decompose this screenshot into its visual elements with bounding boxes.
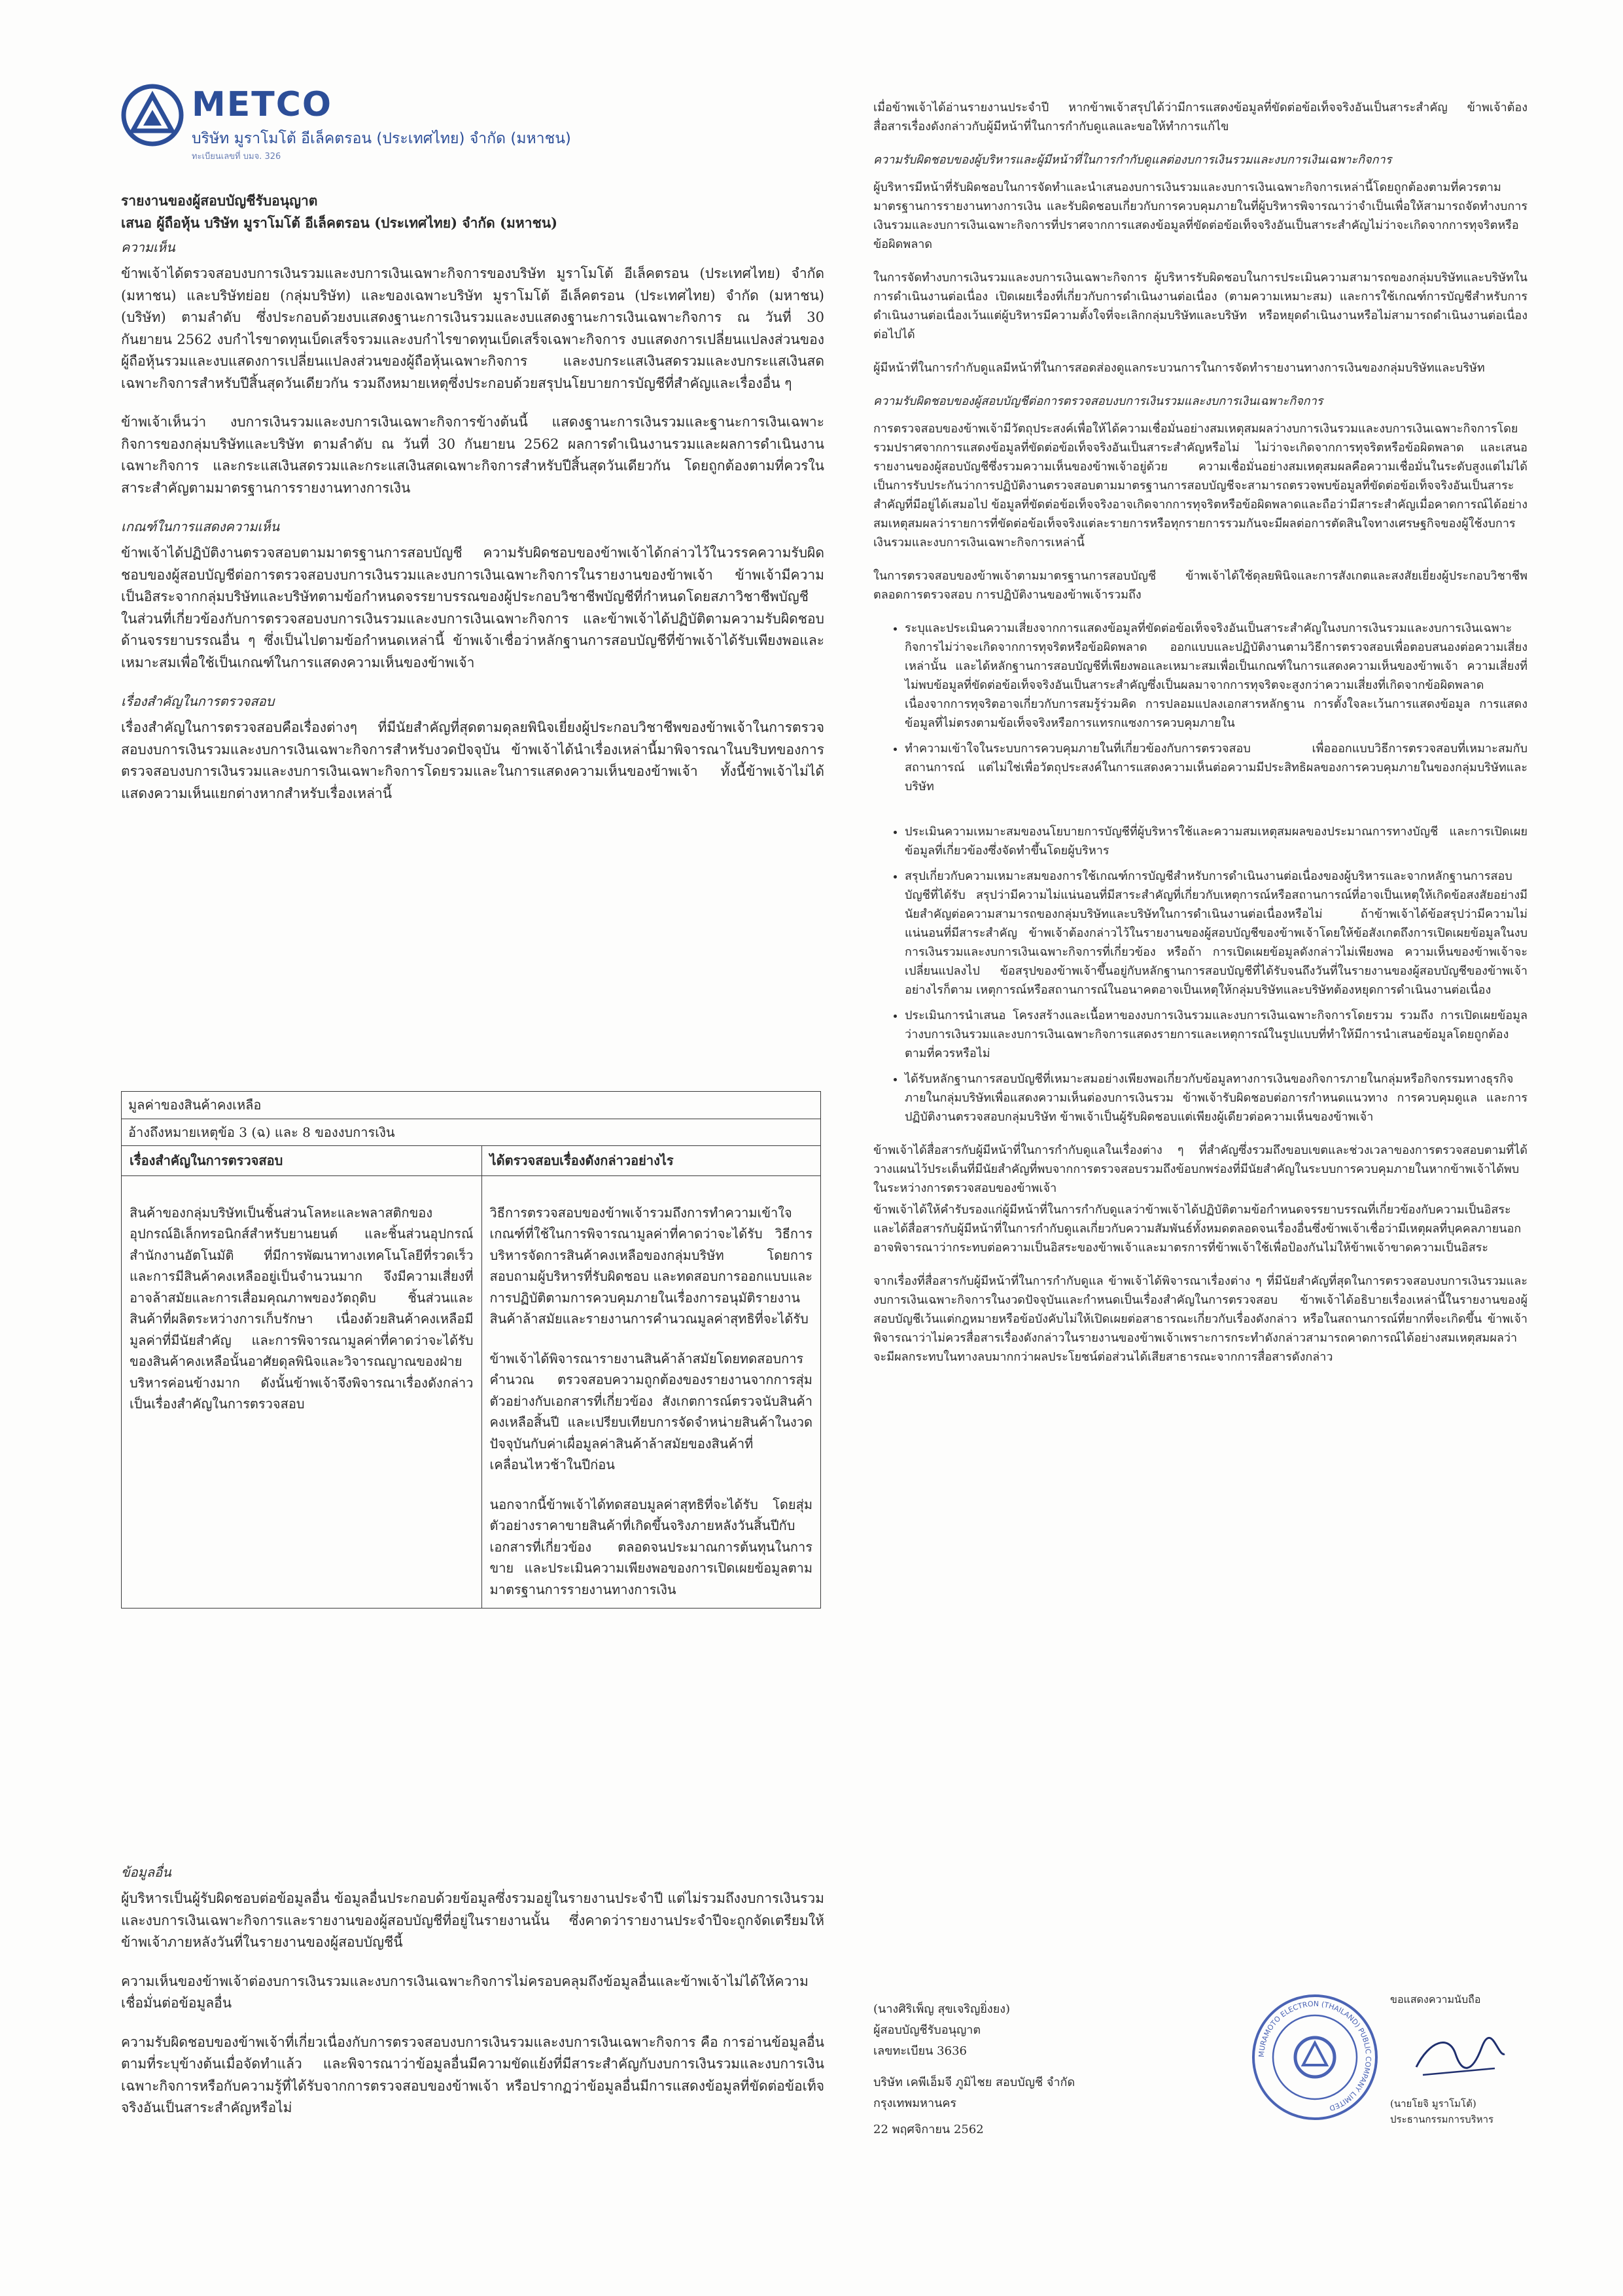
list-item: • ประเมินความเหมาะสมของนโยบายการบัญชีที่ผู้บริหารใช้และความสมเหตุสมผลของประมาณการทางบัญชี และการเปิดเผยข้อมูลที่เกี่ยวข้องซึ่งจัดทำขึ้นโดยผู้บริหาร [905, 822, 1527, 860]
city: กรุงเทพมหานคร [873, 2096, 957, 2110]
table-title: มูลค่าของสินค้าคงเหลือ [122, 1092, 821, 1119]
table-head-response: ได้ตรวจสอบเรื่องดังกล่าวอย่างไร [481, 1146, 820, 1176]
procedures-list-b [873, 822, 1527, 1126]
communication-paragraph-2: ข้าพเจ้าได้ให้คำรับรองแก่ผู้มีหน้าที่ในการกำกับดูแลว่าข้าพเจ้าได้ปฏิบัติตามข้อกำหนดจรรยาบรรณที่เกี่ยวข้องกับความเป็นอิสระและได้สื่อสารกับผู้มีหน้าที่ในการกำกับดูแลเกี่ยวกับความสัมพันธ์ทั้งหมดตลอดจนเรื่องอื่นซึ่งข้าพเจ้าเชื่อว่ามีเหตุผลที่บุคคลภายนอกอาจพิจารณาว่ากระทบต่อความเป็นอิสระของข้าพเจ้าและมาตรการที่ข้าพเจ้าใช้เพื่อป้องกันไม่ให้ข้าพเจ้าขาดความเป็นอิสระ [873, 1203, 1522, 1255]
list-item: • ประเมินการนำเสนอ โครงสร้างและเนื้อหาของงบการเงินรวมและงบการเงินเฉพาะกิจการโดยรวม รวมถึง การเปิดเผยข้อมูลว่างบการเงินรวมและงบการเงินเฉพาะกิจการแสดงรายการและเหตุการณ์ในรูปแบบที่ทำให้มีการนำเสนอข้อมูลโดยถูกต้องตามที่ควรหรือไม่ [905, 1006, 1527, 1063]
auditor-responsibility-heading: ความรับผิดชอบของผู้สอบบัญชีต่อการตรวจสอบงบการเงินรวมและงบการเงินเฉพาะกิจการ [873, 394, 1323, 408]
signature-icon [1410, 2028, 1508, 2087]
communication-paragraph-3: จากเรื่องที่สื่อสารกับผู้มีหน้าที่ในการกำกับดูแล ข้าพเจ้าได้พิจารณาเรื่องต่าง ๆ ที่มีนัยสำคัญที่สุดในการตรวจสอบงบการเงินรวมและงบการเงินเฉพาะกิจการในงวดปัจจุบันและกำหนดเป็นเรื่องสำคัญในการตรวจสอบ ข้าพเจ้าได้อธิบายเรื่องเหล่านี้ในรายงานของผู้สอบบัญชีเว้นแต่กฎหมายหรือข้อบังคับไม่ให้เปิดเผยต่อสาธารณะเกี่ยวกับเรื่องดังกล่าว หรือในสถานการณ์ที่ยากที่จะเกิดขึ้น ข้าพเจ้าพิจารณาว่าไม่ควรสื่อสารเรื่องดังกล่าวในรายงานของข้าพเจ้าเพราะการกระทำดังกล่าวสามารถคาดการณ์ได้อย่างสมเหตุสมผลว่าจะมีผลกระทบในทางลบมากกว่าผลประโยชน์ต่อส่วนได้เสียสาธารณะจากการสื่อสารดังกล่าว [873, 1274, 1527, 1364]
seal-text: MURAMOTO ELECTRON (THAILAND) PUBLIC COMPANY LIMITED [1257, 1999, 1373, 2113]
opinion-paragraph-2: ข้าพเจ้าเห็นว่า งบการเงินรวมและงบการเงินเฉพาะกิจการข้างต้นนี้ แสดงฐานะการเงินรวมและฐานะการเงินเฉพาะกิจการของกลุ่มบริษัทและบริษัท ตามลำดับ ณ วันที่ 30 กันยายน 2562 ผลการดำเนินงานรวมและผลการดำเนินงานเฉพาะกิจการ และกระแสเงินสดรวมและกระแสเงินสดเฉพาะกิจการสำหรับปีสิ้นสุดวันเดียวกัน โดยถูกต้องตามที่ควรในสาระสำคัญตามมาตรฐานการรายงานทางการเงิน [121, 414, 824, 496]
audit-firm: บริษัท เคพีเอ็มจี ภูมิไชย สอบบัญชี จำกัด [873, 2076, 1075, 2089]
communication-paragraph-1: ข้าพเจ้าได้สื่อสารกับผู้มีหน้าที่ในการกำกับดูแลในเรื่องต่าง ๆ ที่สำคัญซึ่งรวมถึงขอบเขตและช่วงเวลาของการตรวจสอบตามที่ได้วางแผนไว้ประเด็นที่มีนัยสำคัญที่พบจากการตรวจสอบรวมถึงข้อบกพร่องที่มีนัยสำคัญในระบบการควบคุมภายในหากข้าพเจ้าได้พบในระหว่างการตรวจสอบของข้าพเจ้า [873, 1143, 1527, 1195]
other-info-paragraph-2: ความเห็นของข้าพเจ้าต่องบการเงินรวมและงบการเงินเฉพาะกิจการไม่ครอบคลุมถึงข้อมูลอื่นและข้าพเจ้าไม่ได้ให้ความเชื่อมั่นต่อข้อมูลอื่น [121, 1973, 809, 2011]
response-paragraph-2: ข้าพเจ้าได้พิจารณารายงานสินค้าล้าสมัยโดยทดสอบการคำนวณ ตรวจสอบความถูกต้องของรายงานจากการสุ่มตัวอย่างกับเอกสารที่เกี่ยวข้อง สังเกตการณ์ตรวจนับสินค้าคงเหลือสิ้นปี และเปรียบเทียบการจัดจำหน่ายสินค้าในงวดปัจจุบันกับค่าเผื่อมูลค่าสินค้าล้าสมัยของสินค้าที่เคลื่อนไหวช้าในปีก่อน [489, 1350, 812, 1472]
opinion-heading: ความเห็น [121, 239, 175, 255]
basis-paragraph: ข้าพเจ้าได้ปฏิบัติงานตรวจสอบตามมาตรฐานการสอบบัญชี ความรับผิดชอบของข้าพเจ้าได้กล่าวไว้ในวรรคความรับผิดชอบของผู้สอบบัญชีต่อการตรวจสอบงบการเงินรวมและงบการเงินเฉพาะกิจการในรายงานของข้าพเจ้า ข้าพเจ้ามีความเป็นอิสระจากกลุ่มบริษัทและบริษัทตามข้อกำหนดจรรยาบรรณของผู้ประกอบวิชาชีพบัญชีที่กำหนดโดยสภาวิชาชีพบัญชีในส่วนที่เกี่ยวข้องกับการตรวจสอบงบการเงินรวมและงบการเงินเฉพาะกิจการ และข้าพเจ้าได้ปฏิบัติตามความรับผิดชอบด้านจรรยาบรรณอื่น ๆ ซึ่งเป็นไปตามข้อกำหนดเหล่านี้ ข้าพเจ้าเชื่อว่าหลักฐานการสอบบัญชีที่ข้าพเจ้าได้รับเพียงพอและเหมาะสมเพื่อใช้เป็นเกณฑ์ในการแสดงความเห็นของข้าพเจ้า [121, 545, 824, 670]
list-item: • ระบุและประเมินความเสี่ยงจากการแสดงข้อมูลที่ขัดต่อข้อเท็จจริงอันเป็นสาระสำคัญในงบการเงินรวมและงบการเงินเฉพาะกิจการไม่ว่าจะเกิดจากการทุจริตหรือข้อผิดพลาด ออกแบบและปฏิบัติงานตามวิธีการตรวจสอบเพื่อตอบสนองต่อความเสี่ยงเหล่านั้น และได้หลักฐานการสอบบัญชีที่เพียงพอและเหมาะสมเพื่อเป็นเกณฑ์ในการแสดงความเห็นของข้าพเจ้า ความเสี่ยงที่ไม่พบข้อมูลที่ขัดต่อข้อเท็จจริงอันเป็นสาระสำคัญซึ่งเป็นผลมาจากการทุจริตจะสูงกว่าความเสี่ยงที่เกิดจากข้อผิดพลาด เนื่องจากการทุจริตอาจเกี่ยวกับการสมรู้ร่วมคิด การปลอมแปลงเอกสารหลักฐาน การตั้งใจละเว้นการแสดงข้อมูล การแสดงข้อมูลที่ไม่ตรงตามข้อเท็จจริงหรือการแทรกแซงการควบคุมภายใน [905, 619, 1527, 733]
registration-number: ทะเบียนเลขที่ บมจ. 326 [192, 152, 281, 162]
list-item: • ทำความเข้าใจในระบบการควบคุมภายในที่เกี่ยวข้องกับการตรวจสอบ เพื่อออกแบบวิธีการตรวจสอบที่เหมาะสมกับสถานการณ์ แต่ไม่ใช่เพื่อวัตถุประสงค์ในการแสดงความเห็นต่อความมีประสิทธิผลของการควบคุมภายในของกลุ่มบริษัทและบริษัท [905, 739, 1527, 796]
company-name: บริษัท มูราโมโต้ อีเล็คตรอน (ประเทศไทย) จำกัด (มหาชน) [192, 130, 571, 147]
license-number: เลขทะเบียน 3636 [873, 2044, 967, 2058]
kam-paragraph: เรื่องสำคัญในการตรวจสอบคือเรื่องต่างๆ ที่มีนัยสำคัญที่สุดตามดุลยพินิจเยี่ยงผู้ประกอบวิชาชีพของข้าพเจ้าในการตรวจสอบงบการเงินรวมและงบการเงินเฉพาะกิจการสำหรับงวดปัจจุบัน ข้าพเจ้าได้นำเรื่องเหล่านี้มาพิจารณาในบริบทของการตรวจสอบงบการเงินรวมและงบการเงินเฉพาะกิจการโดยรวมและในการแสดงความเห็นของข้าพเจ้า ทั้งนี้ข้าพเจ้าไม่ได้แสดงความเห็นแยกต่างหากสำหรับเรื่องเหล่านี้ [121, 720, 824, 801]
matter-text: สินค้าของกลุ่มบริษัทเป็นชิ้นส่วนโลหะและพลาสติกของอุปกรณ์อิเล็กทรอนิกส์สำหรับยานยนต์ และชิ้นส่วนอุปกรณ์สำนักงานอัตโนมัติ ที่มีการพัฒนาทางเทคโนโลยีที่รวดเร็ว และการมีสินค้าคงเหลืออยู่เป็นจำนวนมาก จึงมีความเสี่ยงที่อาจล้าสมัยและการเสื่อมคุณภาพของวัตถุดิบ ชิ้นส่วนและสินค้าที่ผลิตระหว่างการเก็บรักษา เนื่องด้วยสินค้าคงเหลือมีมูลค่าที่มีนัยสำคัญ และการพิจารณามูลค่าที่คาดว่าจะได้รับของสินค้าคงเหลือนั้นอาศัยดุลพินิจและวิจารณญาณของฝ่ายบริหารค่อนข้างมาก ดังนั้นข้าพเจ้าจึงพิจารณาเรื่องดังกล่าวเป็นเรื่องสำคัญในการตรวจสอบ [130, 1204, 474, 1412]
list-item: • ได้รับหลักฐานการสอบบัญชีที่เหมาะสมอย่างเพียงพอเกี่ยวกับข้อมูลทางการเงินของกิจการภายในกลุ่มหรือกิจกรรมทางธุรกิจภายในกลุ่มบริษัทเพื่อแสดงความเห็นต่องบการเงินรวม ข้าพเจ้ารับผิดชอบต่อการกำหนดแนวทาง การควบคุมดูแล และการปฏิบัติงานตรวจสอบกลุ่มบริษัท ข้าพเจ้าเป็นผู้รับผิดชอบแต่เพียงผู้เดียวต่อความเห็นของข้าพเจ้า [905, 1070, 1527, 1126]
list-item: • สรุปเกี่ยวกับความเหมาะสมของการใช้เกณฑ์การบัญชีสำหรับการดำเนินงานต่อเนื่องของผู้บริหารและจากหลักฐานการสอบบัญชีที่ได้รับ สรุปว่ามีความไม่แน่นอนที่มีสาระสำคัญที่เกี่ยวกับเหตุการณ์หรือสถานการณ์ที่อาจเป็นเหตุให้เกิดข้อสงสัยอย่างมีนัยสำคัญต่อความสามารถของกลุ่มบริษัทและบริษัทในการดำเนินงานต่อเนื่องหรือไม่ ถ้าข้าพเจ้าได้ข้อสรุปว่ามีความไม่แน่นอนที่มีสาระสำคัญ ข้าพเจ้าต้องกล่าวไว้ในรายงานของผู้สอบบัญชีของข้าพเจ้าโดยให้ข้อสังเกตถึงการเปิดเผยข้อมูลในงบการเงินรวมและงบการเงินเฉพาะกิจการที่เกี่ยวข้อง หรือถ้า การเปิดเผยข้อมูลดังกล่าวไม่เพียงพอ ความเห็นของข้าพเจ้าจะเปลี่ยนแปลงไป ข้อสรุปของข้าพเจ้าขึ้นอยู่กับหลักฐานการสอบบัญชีที่ได้รับจนถึงวันที่ในรายงานของผู้สอบบัญชีของข้าพเจ้า อย่างไรก็ตาม เหตุการณ์หรือสถานการณ์ในอนาคตอาจเป็นเหตุให้กลุ่มบริษัทและบริษัทต้องหยุดการดำเนินงานต่อเนื่อง [905, 867, 1527, 1000]
auditor-name: (นางศิริเพ็ญ สุขเจริญยิ่งยง) [873, 2002, 1011, 2016]
procedures-list-a [873, 619, 1527, 796]
other-info-paragraph-1: ผู้บริหารเป็นผู้รับผิดชอบต่อข้อมูลอื่น ข้อมูลอื่นประกอบด้วยข้อมูลซึ่งรวมอยู่ในรายงานประจำปี แต่ไม่รวมถึงงบการเงินรวมและงบการเงินเฉพาะกิจการและรายงานของผู้สอบบัญชีที่อยู่ในรายงานนั้น ซึ่งคาดว่ารายงานประจำปีจะถูกจัดเตรียมให้ข้าพเจ้าภายหลังวันที่ในรายงานของผู้สอบบัญชีนี้ [121, 1890, 824, 1950]
response-paragraph-3: นอกจากนี้ข้าพเจ้าได้ทดสอบมูลค่าสุทธิที่จะได้รับ โดยสุ่มตัวอย่างราคาขายสินค้าที่เกิดขึ้นจริงภายหลังวันสิ้นปีกับเอกสารที่เกี่ยวข้อง ตลอดจนประมาณการต้นทุนในการขาย และประเมินความเพียงพอของการเปิดเผยข้อมูลตามมาตรฐานการรายงานทางการเงิน [489, 1496, 812, 1597]
management-paragraph-1: ผู้บริหารมีหน้าที่รับผิดชอบในการจัดทำและนำเสนองบการเงินรวมและงบการเงินเฉพาะกิจการเหล่านี้โดยถูกต้องตามที่ควรตามมาตรฐานการรายงานทางการเงิน และรับผิดชอบเกี่ยวกับการควบคุมภายในที่ผู้บริหารพิจารณาว่าจำเป็นเพื่อให้สามารถจัดทำงบการเงินรวมและงบการเงินเฉพาะกิจการที่ปราศจากการแสดงข้อมูลที่ขัดต่อข้อเท็จจริงอันเป็นสาระสำคัญไม่ว่าจะเกิดจากการทุจริตหรือข้อผิดพลาด [873, 181, 1527, 251]
management-paragraph-2: ในการจัดทำงบการเงินรวมและงบการเงินเฉพาะกิจการ ผู้บริหารรับผิดชอบในการประเมินความสามารถของกลุ่มบริษัทและบริษัทในการดำเนินงานต่อเนื่อง เปิดเผยเรื่องที่เกี่ยวกับการดำเนินงานต่อเนื่อง (ตามความเหมาะสม) และการใช้เกณฑ์การบัญชีสำหรับการดำเนินงานต่อเนื่องเว้นแต่ผู้บริหารมีความตั้งใจที่จะเลิกกลุ่มบริษัทและบริษัท หรือหยุดดำเนินงานหรือไม่สามารถดำเนินงานต่อเนื่องต่อไปได้ [873, 271, 1527, 341]
key-audit-matters-table [121, 1091, 821, 1609]
report-date: 22 พฤศจิกายน 2562 [873, 2123, 984, 2136]
table-cell-matter [122, 1175, 482, 1609]
basis-heading: เกณฑ์ในการแสดงความเห็น [121, 519, 280, 534]
other-info-paragraph-3: ความรับผิดชอบของข้าพเจ้าที่เกี่ยวเนื่องกับการตรวจสอบงบการเงินรวมและงบการเงินเฉพาะกิจการ คือ การอ่านข้อมูลอื่นตามที่ระบุข้างต้นเมื่อจัดทำแล้ว และพิจารณาว่าข้อมูลอื่นมีความขัดแย้งที่มีสาระสำคัญกับงบการเงินรวมและงบการเงินเฉพาะกิจการหรือกับความรู้ที่ได้รับจากการตรวจสอบของข้าพเจ้า หรือปรากฏว่าข้อมูลอื่นมีการแสดงข้อมูลที่ขัดต่อข้อเท็จจริงอันเป็นสาระสำคัญหรือไม่ [121, 2034, 824, 2115]
report-title: รายงานของผู้สอบบัญชีรับอนุญาต [121, 192, 318, 209]
addressee: เสนอ ผู้ถือหุ้น บริษัท มูราโมโต้ อีเล็คตรอน (ประเทศไทย) จำกัด (มหาชน) [121, 215, 558, 231]
other-info-heading: ข้อมูลอื่น [121, 1864, 171, 1880]
signer-name: (นายโยจิ มูราโมโต้) [1390, 2098, 1476, 2110]
kam-heading: เรื่องสำคัญในการตรวจสอบ [121, 693, 275, 709]
company-logo [121, 84, 710, 175]
opinion-paragraph-1: ข้าพเจ้าได้ตรวจสอบงบการเงินรวมและงบการเงินเฉพาะกิจการของบริษัท มูราโมโต้ อีเล็คตรอน (ประเทศไทย) จำกัด (มหาชน) และบริษัทย่อย (กลุ่มบริษัท) และของเฉพาะบริษัท มูราโมโต้ อีเล็คตรอน (ประเทศไทย) จำกัด (มหาชน) (บริษัท) ตามลำดับ ซึ่งประกอบด้วยงบแสดงฐานะการเงินรวมและงบแสดงฐานะการเงินเฉพาะกิจการ ณ วันที่ 30 กันยายน 2562 งบกำไรขาดทุนเบ็ดเสร็จรวมและงบกำไรขาดทุนเบ็ดเสร็จเฉพาะกิจการ งบแสดงการเปลี่ยนแปลงส่วนของผู้ถือหุ้นรวมและงบแสดงการเปลี่ยนแปลงส่วนของผู้ถือหุ้นเฉพาะกิจการ และงบกระแสเงินสดรวมและงบกระแสเงินสดเฉพาะกิจการสำหรับปีสิ้นสุดวันเดียวกัน รวมถึงหมายเหตุซึ่งประกอบด้วยสรุปนโยบายการบัญชีที่สำคัญและเรื่องอื่น ๆ [121, 266, 824, 391]
table-head-matter: เรื่องสำคัญในการตรวจสอบ [122, 1146, 482, 1176]
signer-title: ประธานกรรมการบริหาร [1390, 2113, 1494, 2125]
metco-emblem-icon [121, 84, 184, 147]
left-column-bottom [121, 1859, 824, 2136]
closing-salutation: ขอแสดงความนับถือ [1390, 1993, 1481, 2006]
table-reference: อ้างถึงหมายเหตุข้อ 3 (ฉ) และ 8 ของงบการเงิน [122, 1119, 821, 1146]
signature-block [873, 1992, 1527, 2188]
company-seal-icon [1249, 1992, 1380, 2123]
right-column [873, 98, 1527, 1381]
left-column [121, 190, 824, 822]
auditor-paragraph-1: การตรวจสอบของข้าพเจ้ามีวัตถุประสงค์เพื่อให้ได้ความเชื่อมั่นอย่างสมเหตุสมผลว่างบการเงินรวมและงบการเงินเฉพาะกิจการโดยรวมปราศจากการแสดงข้อมูลที่ขัดต่อข้อเท็จจริงอันเป็นสาระสำคัญหรือไม่ ไม่ว่าจะเกิดจากการทุจริตหรือข้อผิดพลาด และเสนอรายงานของผู้สอบบัญชีซึ่งรวมความเห็นของข้าพเจ้าอยู่ด้วย ความเชื่อมั่นอย่างสมเหตุสมผลคือความเชื่อมั่นในระดับสูงแต่ไม่ได้เป็นการรับประกันว่าการปฏิบัติงานตรวจสอบตามมาตรฐานการสอบบัญชีจะสามารถตรวจพบข้อมูลที่ขัดต่อข้อเท็จจริงอันเป็นสาระสำคัญที่มีอยู่ได้เสมอไป ข้อมูลที่ขัดต่อข้อเท็จจริงอาจเกิดจากการทุจริตหรือข้อผิดพลาดและถือว่ามีสาระสำคัญเมื่อคาดการณ์ได้อย่างสมเหตุสมผลว่ารายการที่ขัดต่อข้อเท็จจริงแต่ละรายการหรือทุกรายการรวมกันจะมีผลต่อการตัดสินใจทางเศรษฐกิจของผู้ใช้งบการเงินรวมและงบการเงินเฉพาะกิจการเหล่านี้ [873, 422, 1527, 549]
brand-name: METCO [192, 85, 333, 124]
management-responsibility-heading: ความรับผิดชอบของผู้บริหารและผู้มีหน้าที่ในการกำกับดูแลต่องบการเงินรวมและงบการเงินเฉพาะกิจการ [873, 153, 1392, 167]
management-paragraph-3: ผู้มีหน้าที่ในการกำกับดูแลมีหน้าที่ในการสอดส่องดูแลกระบวนการในการจัดทำรายงานทางการเงินของกลุ่มบริษัทและบริษัท [873, 361, 1485, 375]
continued-paragraph: เมื่อข้าพเจ้าได้อ่านรายงานประจำปี หากข้าพเจ้าสรุปได้ว่ามีการแสดงข้อมูลที่ขัดต่อข้อเท็จจริงอันเป็นสาระสำคัญ ข้าพเจ้าต้องสื่อสารเรื่องดังกล่าวกับผู้มีหน้าที่ในการกำกับดูแลและขอให้ทำการแก้ไข [873, 101, 1527, 133]
auditor-title: ผู้สอบบัญชีรับอนุญาต [873, 2023, 981, 2037]
table-cell-response [481, 1175, 820, 1609]
auditor-paragraph-2: ในการตรวจสอบของข้าพเจ้าตามมาตรฐานการสอบบัญชี ข้าพเจ้าได้ใช้ดุลยพินิจและการสังเกตและสงสัยเยี่ยงผู้ประกอบวิชาชีพตลอดการตรวจสอบ การปฏิบัติงานของข้าพเจ้ารวมถึง [873, 569, 1527, 602]
response-paragraph-1: วิธีการตรวจสอบของข้าพเจ้ารวมถึงการทำความเข้าใจเกณฑ์ที่ใช้ในการพิจารณามูลค่าที่คาดว่าจะได้รับ วิธีการบริหารจัดการสินค้าคงเหลือของกลุ่มบริษัท โดยการสอบถามผู้บริหารที่รับผิดชอบ และทดสอบการออกแบบและการปฏิบัติตามการควบคุมภายในเรื่องการอนุมัติรายงานสินค้าล้าสมัยและรายงานการคำนวณมูลค่าสุทธิที่จะได้รับ [489, 1204, 812, 1327]
